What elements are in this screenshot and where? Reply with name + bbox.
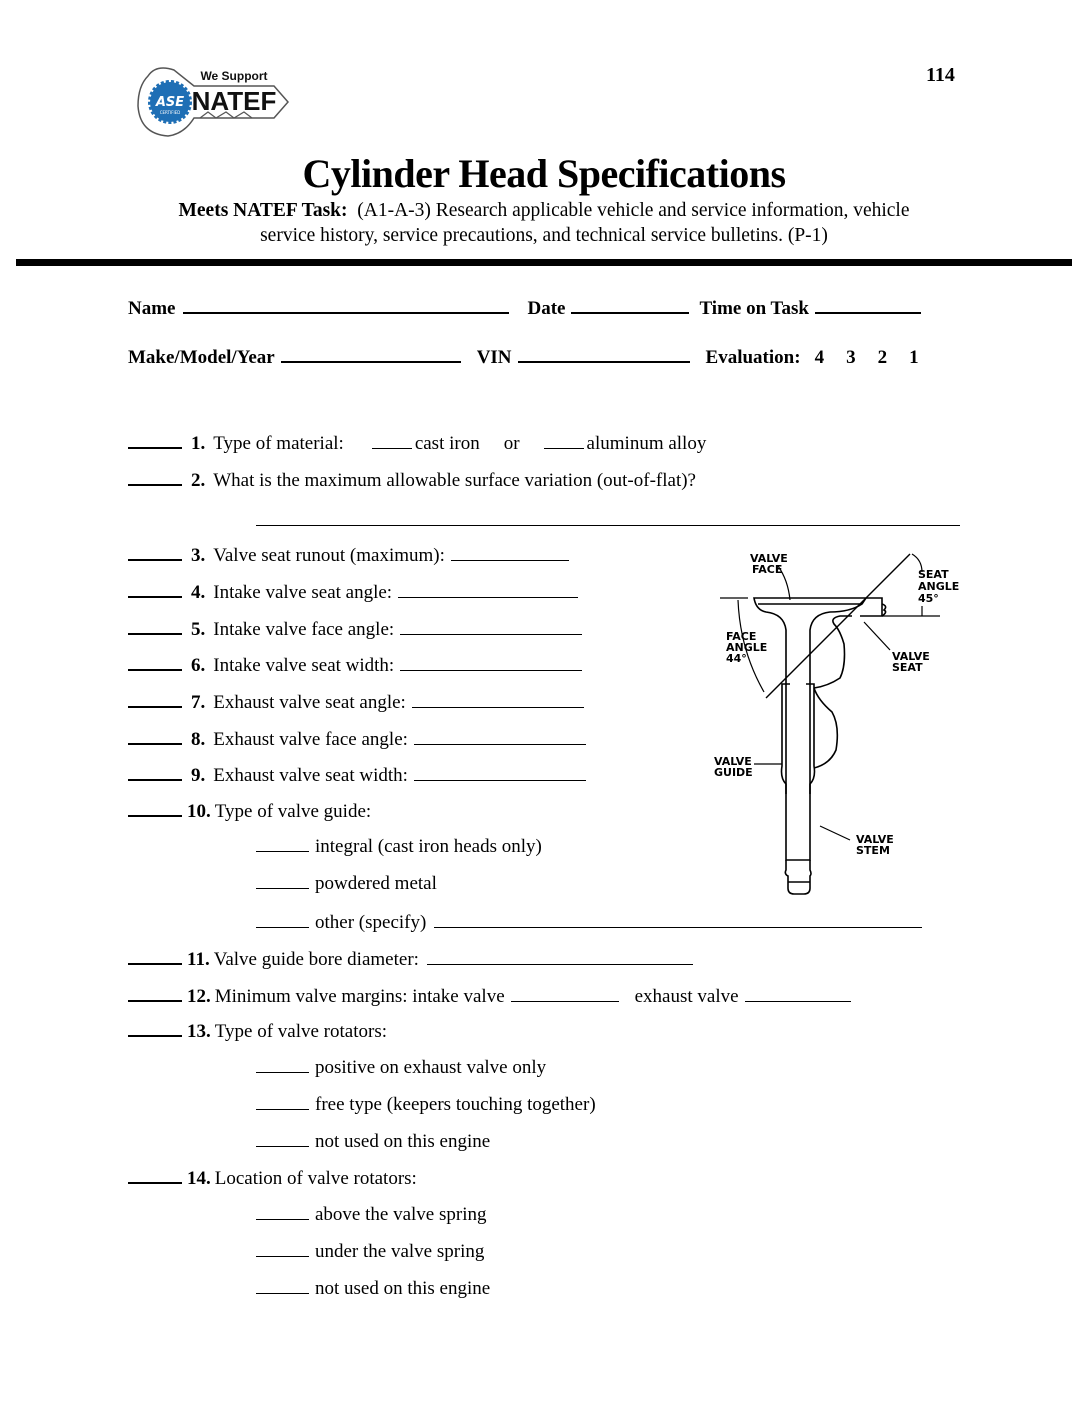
exhaust-margin-field[interactable]	[745, 983, 851, 1002]
label-valve-face: VALVE	[750, 552, 788, 565]
svg-text:STEM: STEM	[856, 844, 890, 857]
task-description: Meets NATEF Task: (A1-A-3) Research applicable vehicle and service information, vehicle service history, service precautions, and technical service bulletins. (P-1)	[178, 200, 910, 246]
vehicle-info-row	[128, 345, 919, 369]
score-blank-3[interactable]	[128, 543, 182, 561]
page-title: Cylinder Head Specifications	[302, 151, 786, 196]
time-on-task-field[interactable]	[815, 296, 921, 314]
other-specify-field[interactable]	[434, 909, 922, 928]
question-2: 2. What is the maximum allowable surface variation (out-of-flat)?	[128, 468, 696, 492]
question-3: 3. Valve seat runout (maximum):	[128, 542, 569, 567]
name-label: Name	[128, 298, 176, 319]
option-blank[interactable]	[256, 911, 309, 928]
option-blank[interactable]	[256, 872, 309, 889]
question-6: 6. Intake valve seat width:	[128, 652, 582, 677]
score-blank-10[interactable]	[128, 799, 182, 817]
evaluation-score-1[interactable]: 1	[909, 347, 919, 368]
cast-iron-blank[interactable]	[372, 430, 412, 449]
svg-text:SEAT: SEAT	[892, 661, 923, 674]
question-11: 11. Valve guide bore diameter:	[128, 946, 693, 971]
option-blank[interactable]	[256, 1093, 309, 1110]
svg-text:We Support: We Support	[200, 69, 268, 83]
option-blank[interactable]	[256, 835, 309, 852]
valve-diagram	[700, 540, 970, 900]
score-blank-6[interactable]	[128, 653, 182, 671]
rotator-type-not-used: not used on this engine	[256, 1130, 490, 1153]
rotator-type-free: free type (keepers touching together)	[256, 1093, 596, 1116]
svg-text:ANGLE: ANGLE	[726, 641, 768, 654]
question-12: 12. Minimum valve margins: intake valve exhaust valve	[128, 983, 851, 1008]
svg-text:GUIDE: GUIDE	[714, 766, 753, 779]
vin-label: VIN	[476, 347, 512, 368]
intake-seat-angle-field[interactable]	[398, 579, 578, 598]
svg-text:ANGLE: ANGLE	[918, 580, 960, 593]
question-8: 8. Exhaust valve face angle:	[128, 726, 586, 751]
evaluation-score-4[interactable]: 4	[814, 347, 825, 368]
label-valve-seat: VALVE	[892, 650, 930, 663]
question-9: 9. Exhaust valve seat width:	[128, 762, 586, 787]
question-5: 5. Intake valve face angle:	[128, 616, 582, 641]
intake-margin-field[interactable]	[511, 983, 619, 1002]
label-face-angle: FACE	[726, 630, 757, 643]
rotator-type-positive: positive on exhaust valve only	[256, 1056, 546, 1079]
evaluation-label: Evaluation:	[705, 347, 801, 368]
question-14: 14. Location of valve rotators:	[128, 1166, 417, 1190]
task-label: Meets NATEF Task:	[178, 200, 348, 221]
make-model-year-field[interactable]	[281, 345, 461, 363]
score-blank-12[interactable]	[128, 984, 182, 1002]
aluminum-alloy-blank[interactable]	[544, 430, 584, 449]
svg-text:FACE: FACE	[752, 563, 783, 576]
label-valve-stem: VALVE	[856, 833, 894, 846]
page-number: 114	[926, 64, 955, 86]
option-blank[interactable]	[256, 1203, 309, 1220]
vin-field[interactable]	[518, 345, 690, 363]
score-blank-2[interactable]	[128, 468, 182, 486]
question-10: 10. Type of valve guide:	[128, 799, 371, 823]
svg-text:ASE: ASE	[155, 95, 185, 110]
score-blank-13[interactable]	[128, 1019, 182, 1037]
exhaust-seat-angle-field[interactable]	[412, 689, 584, 708]
score-blank-9[interactable]	[128, 763, 182, 781]
question-7: 7. Exhaust valve seat angle:	[128, 689, 584, 714]
evaluation-score-2[interactable]: 2	[877, 347, 888, 368]
date-field[interactable]	[571, 296, 689, 314]
guide-option-integral: integral (cast iron heads only)	[256, 835, 542, 858]
score-blank-5[interactable]	[128, 617, 182, 635]
guide-bore-diameter-field[interactable]	[427, 946, 693, 965]
name-field[interactable]	[183, 296, 509, 314]
guide-option-powdered-metal: powdered metal	[256, 872, 437, 895]
rotator-location-above: above the valve spring	[256, 1203, 486, 1226]
score-blank-14[interactable]	[128, 1166, 182, 1184]
exhaust-face-angle-field[interactable]	[414, 726, 586, 745]
label-seat-angle: SEAT	[918, 568, 949, 581]
score-blank-1[interactable]	[128, 431, 182, 449]
option-blank[interactable]	[256, 1130, 309, 1147]
exhaust-seat-width-field[interactable]	[414, 762, 586, 781]
student-info-row	[128, 296, 921, 320]
header-divider	[16, 259, 1072, 266]
svg-text:45°: 45°	[918, 592, 939, 605]
date-label: Date	[527, 298, 566, 319]
question-1: 1. Type of material: cast iron or aluminum alloy	[128, 430, 706, 455]
score-blank-8[interactable]	[128, 727, 182, 745]
surface-variation-field[interactable]	[256, 525, 960, 526]
rotator-location-not-used: not used on this engine	[256, 1277, 490, 1300]
score-blank-4[interactable]	[128, 580, 182, 598]
rotator-location-under: under the valve spring	[256, 1240, 484, 1263]
time-on-task-label: Time on Task	[699, 298, 809, 319]
intake-seat-width-field[interactable]	[400, 652, 582, 671]
option-blank[interactable]	[256, 1240, 309, 1257]
option-blank[interactable]	[256, 1277, 309, 1294]
question-13: 13. Type of valve rotators:	[128, 1019, 387, 1043]
guide-option-other: other (specify)	[256, 909, 922, 934]
question-4: 4. Intake valve seat angle:	[128, 579, 578, 604]
valve-seat-runout-field[interactable]	[451, 542, 569, 561]
option-blank[interactable]	[256, 1056, 309, 1073]
svg-text:44°: 44°	[726, 652, 747, 665]
label-valve-guide: VALVE	[714, 755, 752, 768]
ase-natef-logo	[134, 56, 294, 144]
make-model-year-label: Make/Model/Year	[128, 347, 275, 368]
intake-face-angle-field[interactable]	[400, 616, 582, 635]
svg-text:CERTIFIED: CERTIFIED	[159, 110, 181, 115]
score-blank-7[interactable]	[128, 690, 182, 708]
score-blank-11[interactable]	[128, 947, 182, 965]
svg-text:NATEF: NATEF	[191, 86, 277, 116]
evaluation-score-3[interactable]: 3	[846, 347, 856, 368]
